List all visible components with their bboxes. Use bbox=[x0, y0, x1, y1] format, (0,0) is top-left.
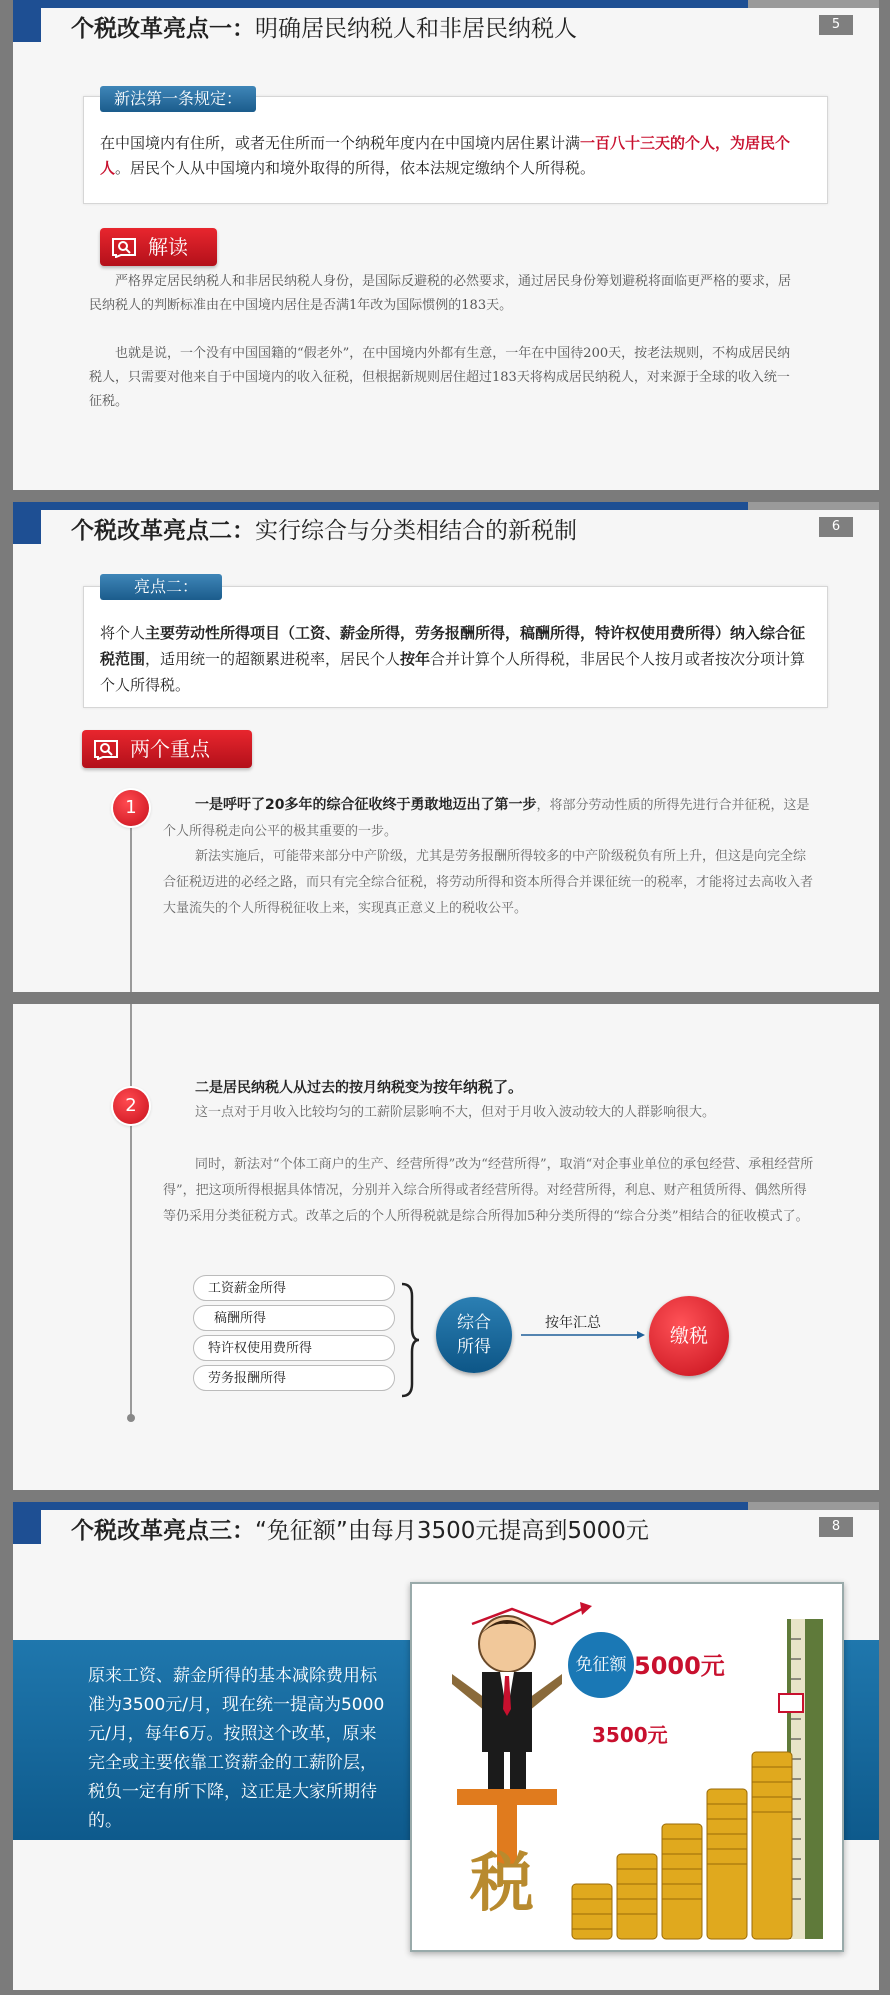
pay-tax-node: 缴税 bbox=[649, 1296, 729, 1376]
interpretation-tag: 解读 bbox=[100, 228, 217, 266]
slide-2 bbox=[13, 502, 879, 992]
income-item: 稿酬所得 bbox=[193, 1305, 395, 1331]
top-bar bbox=[13, 0, 879, 8]
point-1-text: 一是呼吁了20多年的综合征收终于勇敢地迈出了第一步，将部分劳动性质的所得先进行合并征税，这是个人所得税走向公平的极其重要的一步。 bbox=[163, 797, 810, 839]
brace-icon bbox=[398, 1282, 420, 1398]
magnifier-icon bbox=[92, 738, 120, 760]
slide-title: 个税改革亮点三：“免征额”由每月3500元提高到5000元 bbox=[71, 1518, 649, 1544]
title-accent-block bbox=[13, 1510, 41, 1544]
rule-text: 在中国境内有住所，或者无住所而一个纳税年度内在中国境内居住累计满一百八十三天的个人，为居民个人。居民个人从中国境内和境外取得的所得，依本法规定缴纳个人所得税。 bbox=[100, 134, 791, 177]
timeline-end-dot bbox=[127, 1414, 135, 1422]
point-1-marker: 1 bbox=[113, 790, 149, 826]
magnifier-icon bbox=[110, 236, 138, 258]
timeline-line bbox=[130, 800, 132, 992]
arrow-right-icon bbox=[521, 1329, 645, 1341]
point-2-paragraph-2: 同时，新法对“个体工商户的生产、经营所得”改为“经营所得”，取消“对企事业单位的承包经营、承租经营所得”，把这项所得根据具体情况，分别并入综合所得或者经营所得。对经营所得，利息、财产租赁所得、偶然所得等仍采用分类征税方式。改革之后的个人所得税就是综合所得加5种分类所得的“综合分类”相结合的征收模式了。 bbox=[163, 1157, 814, 1224]
page-number: 8 bbox=[819, 1517, 853, 1537]
interpretation-paragraph-2: 也就是说，一个没有中国国籍的“假老外”，在中国境内外都有生意，一年在中国待200天，按老法规则，不构成居民纳税人，只需要对他来自于中国境内的收入征税，但根据新规则居住超过183天将构成居民纳税人，对来源于全球的收入统一征税。 bbox=[89, 346, 791, 409]
page-number: 6 bbox=[819, 517, 853, 537]
timeline-line bbox=[130, 1004, 132, 1416]
income-item: 特许权使用费所得 bbox=[193, 1335, 395, 1361]
point-2-marker: 2 bbox=[113, 1088, 149, 1124]
comprehensive-income-node: 综合所得 bbox=[436, 1297, 512, 1373]
income-item: 劳务报酬所得 bbox=[193, 1365, 395, 1391]
income-item: 工资薪金所得 bbox=[193, 1275, 395, 1301]
title-accent-block bbox=[13, 510, 41, 544]
page-number: 5 bbox=[819, 15, 853, 35]
new-threshold-amount: 5000元 bbox=[634, 1652, 725, 1680]
interpretation-paragraph-1: 严格界定居民纳税人和非居民纳税人身份，是国际反避税的必然要求，通过居民身份筹划避税将面临更严格的要求，居民纳税人的判断标准由在中国境内居住是否满1年改为国际惯例的183天。 bbox=[89, 274, 792, 313]
rule-label: 新法第一条规定： bbox=[100, 86, 256, 112]
arrow-label: 按年汇总 bbox=[545, 1315, 601, 1331]
slide-1 bbox=[13, 0, 879, 490]
exemption-bubble: 免征额 bbox=[568, 1632, 634, 1698]
point-2-heading: 二是居民纳税人从过去的按月纳税变为按年纳税了。 bbox=[195, 1078, 524, 1096]
slide-title: 个税改革亮点一：明确居民纳税人和非居民纳税人 bbox=[71, 16, 577, 42]
top-bar bbox=[13, 1502, 879, 1510]
point-2-paragraph-1: 这一点对于月收入比较均匀的工薪阶层影响不大，但对于月收入波动较大的人群影响很大。 bbox=[195, 1105, 716, 1120]
tax-illustration bbox=[410, 1582, 844, 1952]
title-accent-block bbox=[13, 8, 41, 42]
top-bar bbox=[13, 502, 879, 510]
slide-4 bbox=[13, 1502, 879, 1990]
slide-title: 个税改革亮点二：实行综合与分类相结合的新税制 bbox=[71, 518, 577, 544]
threshold-description: 原来工资、薪金所得的基本减除费用标准为3500元/月，现在统一提高为5000元/月，每年6万。按照这个改革，原来完全或主要依靠工资薪金的工薪阶层，税负一定有所下降，这正是大家所期待的。 bbox=[88, 1666, 385, 1831]
tax-character: 税 bbox=[470, 1846, 534, 1921]
point-1-paragraph: 新法实施后，可能带来部分中产阶级，尤其是劳务报酬所得较多的中产阶级税负有所上升，但这是向完全综合征税迈进的必经之路，而只有完全综合征税，将劳动所得和资本所得合并课征统一的税率，才能将过去高收入者大量流失的个人所得税征收上来，实现真正意义上的税收公平。 bbox=[163, 849, 814, 916]
key-points-tag: 两个重点 bbox=[82, 730, 252, 768]
rule-label: 亮点二： bbox=[100, 574, 222, 600]
slide-3 bbox=[13, 1004, 879, 1490]
old-threshold-amount: 3500元 bbox=[592, 1723, 668, 1747]
rule-text: 将个人主要劳动性所得项目（工资、薪金所得，劳务报酬所得，稿酬所得，特许权使用费所得）纳入综合征税范围，适用统一的超额累进税率，居民个人按年合并计算个人所得税，非居民个人按月或者按次分项计算个人所得税。 bbox=[100, 624, 806, 694]
